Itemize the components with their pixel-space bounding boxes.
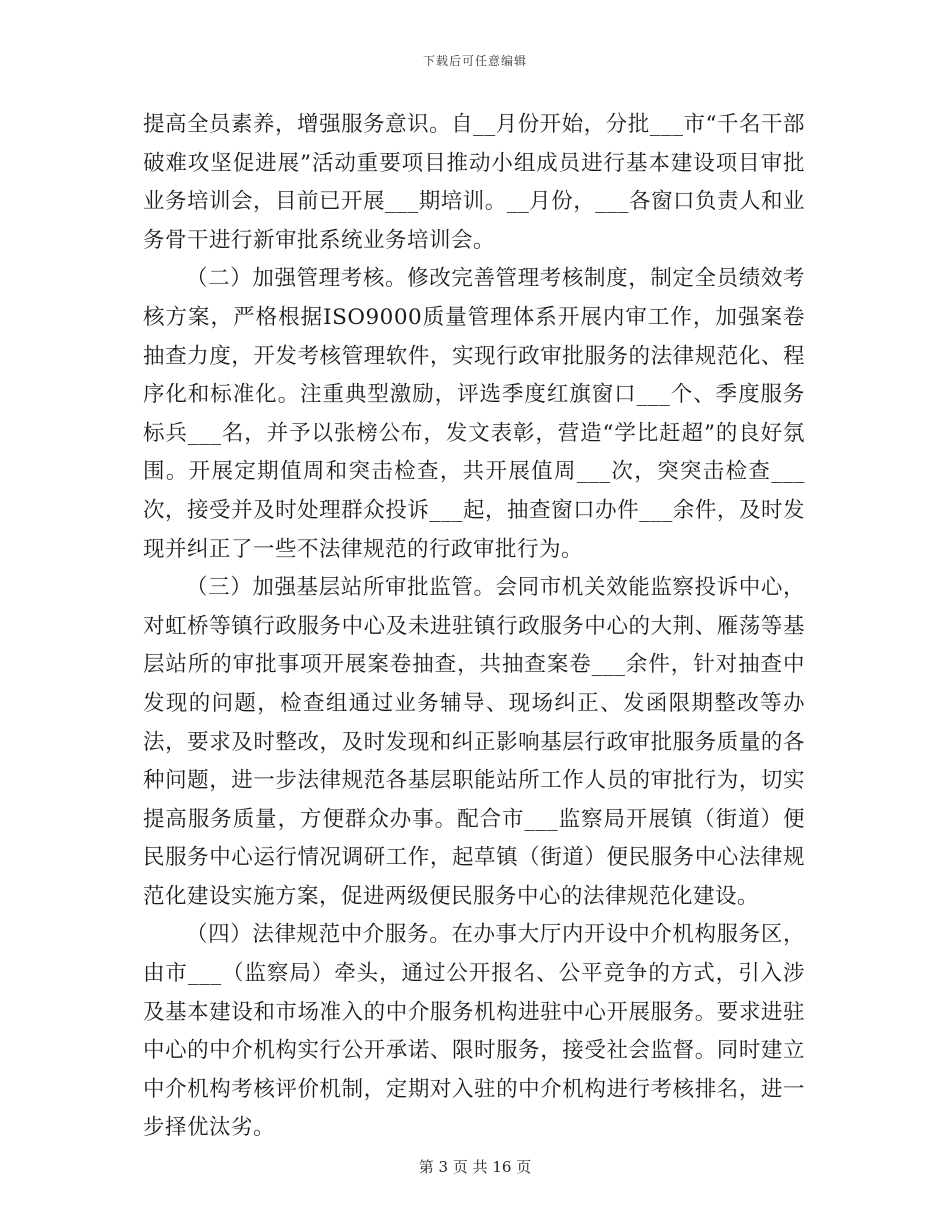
paragraph-grassroots-supervision: （三）加强基层站所审批监管。会同市机关效能监察投诉中心，对虹桥等镇行政服务中心及未进驻镇行政服务中心的大荆、雁荡等基层站所的审批事项开展案卷抽查，共抽查案卷___余件，针对抽查中发现的问题，检查组通过业务辅导、现场纠正、发函限期整改等办法，要求及时整改，及时发现和纠正影响基层行政审批服务质量的各种问题，进一步法律规范各基层职能站所工作人员的审批行为，切实提高服务质量，方便群众办事。配合市___监察局开展镇（街道）便民服务中心运行情况调研工作，起草镇（街道）便民服务中心法律规范化建设实施方案，促进两级便民服务中心的法律规范化建设。 <box>143 575 805 909</box>
document-body <box>143 106 805 1148</box>
paragraph-continuation: 提高全员素养，增强服务意识。自__月份开始，分批___市“千名干部破难攻坚促进展”活动重要项目推动小组成员进行基本建设项目审批业务培训会，目前已开展___期培训。__月份，___各窗口负责人和业务骨干进行新审批系统业务培训会。 <box>143 112 806 253</box>
page-number: 第 3 页 共 16 页 <box>418 1158 532 1176</box>
paragraph-intermediary-services: （四）法律规范中介服务。在办事大厅内开设中介机构服务区，由市___（监察局）牵头，通过公开报名、公平竞争的方式，引入涉及基本建设和市场准入的中介服务机构进驻中心开展服务。要求进驻中心的中介机构实行公开承诺、限时服务，接受社会监督。同时建立中介机构考核评价机制，定期对入驻的中介机构进行考核排名，进一步择优汰劣。 <box>143 922 805 1141</box>
page-header-note: 下载后可任意编辑 <box>422 54 527 68</box>
paragraph-management-assessment: （二）加强管理考核。修改完善管理考核制度，制定全员绩效考核方案，严格根据ISO9000质量管理体系开展内审工作，加强案卷抽查力度，开发考核管理软件，实现行政审批服务的法律规范化、程序化和标准化。注重典型激励，评选季度红旗窗口___个、季度服务标兵___名，并予以张榜公布，发文表彰，营造“学比赶超”的良好氛围。开展定期值周和突击检查，共开展值周___次，突突击检查___次，接受并及时处理群众投诉___起，抽查窗口办件___余件，及时发现并纠正了一些不法律规范的行政审批行为。 <box>143 266 805 562</box>
